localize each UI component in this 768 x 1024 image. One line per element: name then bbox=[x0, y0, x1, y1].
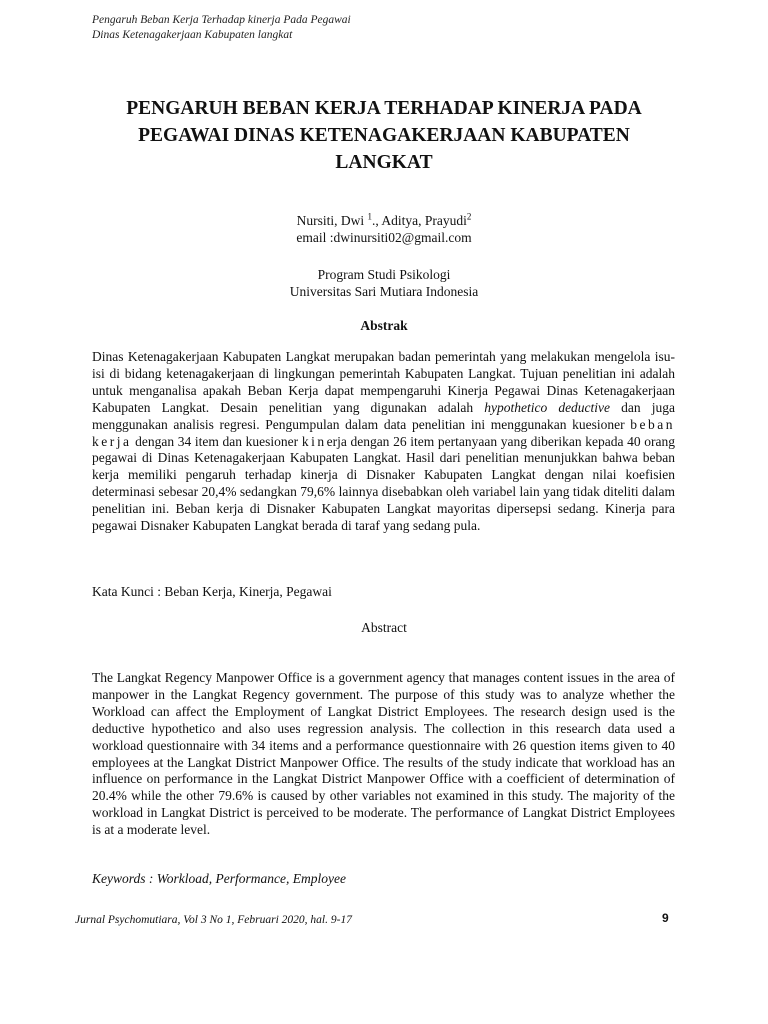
abstract-body: The Langkat Regency Manpower Office is a government agency that manages content issues in the area of manpower in the Langkat Regency government. The purpose of this study was to analyze whether the Workload can affect the Employment of Langkat District Employees. The research design used is the deductive hypothetico and also uses regression analysis. The collection in this research data used a workload questionnaire with 34 items and a performance questionnaire with 26 question items given to 40 employees at the Langkat District Manpower Office. The results of the study indicate that workload has an influence on performance in the Langkat District Manpower Office with a coefficient of determination of 20.4% while the other 79.6% is caused by other variables not examined in this study. The majority of the workload in Langkat District is perceived to be moderate. The performance of Langkat District Employees is at a moderate level. bbox=[92, 670, 675, 838]
abstrak-heading: Abstrak bbox=[360, 318, 408, 333]
author-1-affil-mark: 1 bbox=[367, 211, 372, 222]
abstrak-italic-term: hypothetico deductive bbox=[484, 399, 611, 415]
abstrak-spaced-term-1: beban kerja bbox=[92, 416, 675, 449]
title-line-2: PEGAWAI DINAS KETENAGAKERJAAN KABUPATEN bbox=[138, 125, 630, 146]
abstrak-body bbox=[92, 349, 675, 535]
affiliation-block bbox=[0, 266, 768, 300]
author-email: email :dwinursiti02@gmail.com bbox=[296, 230, 472, 245]
author-names bbox=[0, 212, 768, 229]
title-line-3: LANGKAT bbox=[335, 152, 433, 173]
title-line-1: PENGARUH BEBAN KERJA TERHADAP KINERJA PADA bbox=[126, 98, 642, 119]
abstrak-spaced-term-2: kin bbox=[301, 433, 327, 449]
abstract-heading: Abstract bbox=[361, 620, 407, 635]
author-block bbox=[0, 212, 768, 246]
study-program: Program Studi Psikologi bbox=[317, 267, 451, 282]
kata-kunci: Kata Kunci : Beban Kerja, Kinerja, Pegawai bbox=[92, 584, 332, 599]
running-header-line-2: Dinas Ketenagakerjaan Kabupaten langkat bbox=[92, 29, 293, 41]
abstrak-text-1: Dinas Ketenagakerjaan Kabupaten Langkat merupakan badan pemerintah yang melakukan mengelola isu-isi di bidang ketenagakerjaan di lingkungan pemerintah Kabupaten Langkat. Tujuan penelitian ini adalah untuk menganalisa apakah Beban Kerja dapat mempengaruhi Kinerja Pegawai Dinas Ketenagakerjaan Kabupaten Langkat. Desain penelitian yang digunakan adalah bbox=[92, 349, 675, 415]
university: Universitas Sari Mutiara Indonesia bbox=[289, 284, 479, 299]
author-2-affil-mark: 2 bbox=[466, 211, 472, 222]
keywords: Keywords : Workload, Performance, Employee bbox=[92, 871, 346, 886]
author-2: ., Aditya, Prayudi bbox=[372, 213, 467, 228]
page-number: 9 bbox=[662, 911, 669, 925]
paper-title bbox=[60, 95, 708, 176]
running-header bbox=[92, 13, 351, 43]
abstrak-text-3: dengan 34 item dan kuesioner bbox=[131, 433, 302, 449]
abstrak-text-4: erja dengan 26 item pertanyaan yang diberikan kepada 40 orang pegawai di Dinas Ketenagakerjaan Kabupaten Langkat. Hasil dari penelitian menunjukkan bahwa beban kerja memiliki pengaruh terhadap kinerja di Disnaker Kabupaten Langkat dengan nilai koefisien determinasi sebesar 20,4% sedangkan 79,6% lainnya disebabkan oleh variabel lain yang tidak diteliti dalam penelitian ini. Beban kerja di Disnaker Kabupaten Langkat mayoritas dipersepsi sedang. Kinerja para pegawai Disnaker Kabupaten Langkat berada di taraf yang sedang pula. bbox=[92, 433, 675, 534]
running-header-line-1: Pengaruh Beban Kerja Terhadap kinerja Pada Pegawai bbox=[92, 14, 351, 26]
abstrak-text-2: dan juga menggunakan analisis regresi. Pengumpulan dalam data penelitian ini menggunakan kuesioner bbox=[92, 399, 675, 432]
footer-journal-citation: Jurnal Psychomutiara, Vol 3 No 1, Februari 2020, hal. 9-17 bbox=[75, 914, 352, 926]
author-1: Nursiti, Dwi bbox=[296, 213, 368, 228]
